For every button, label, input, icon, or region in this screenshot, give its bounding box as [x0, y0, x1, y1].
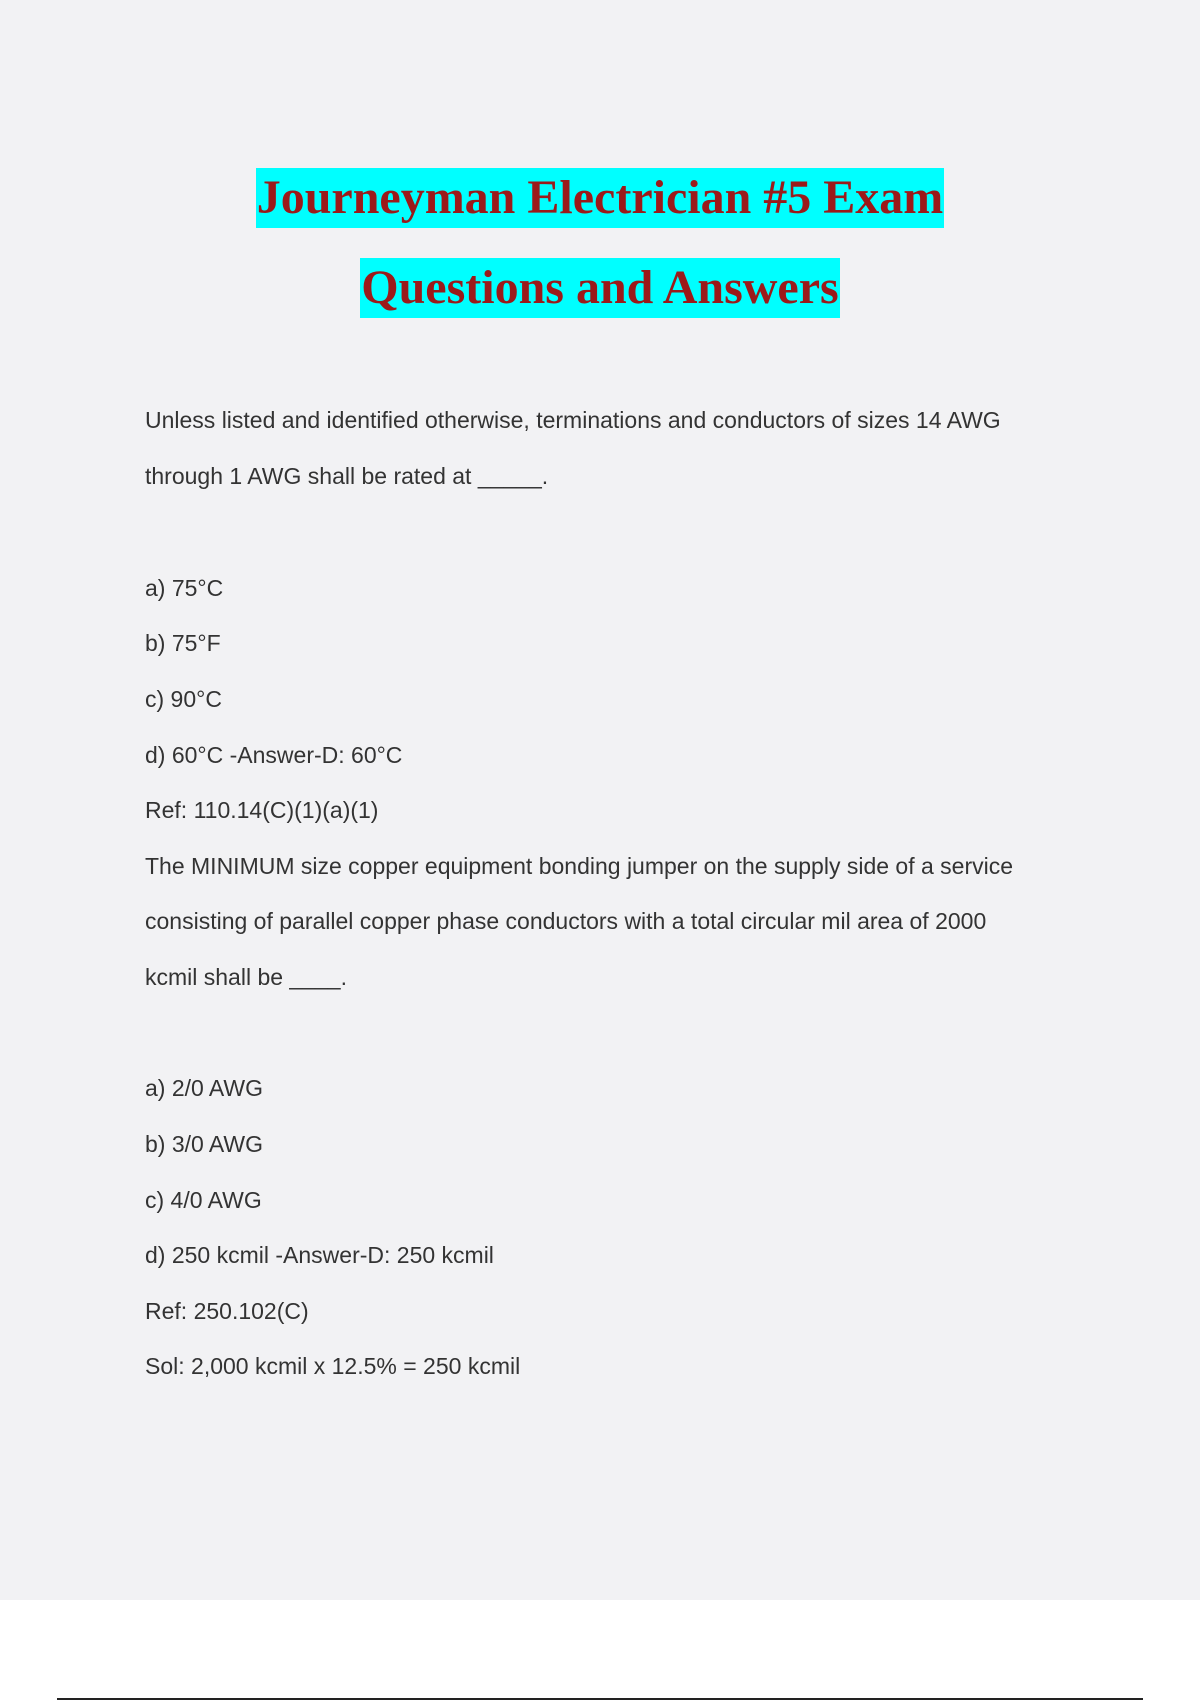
question-2-option-d-answer: d) 250 kcmil -Answer-D: 250 kcmil	[145, 1242, 494, 1268]
document-title	[0, 168, 1200, 318]
title-line-2: Questions and Answers	[360, 258, 839, 318]
question-2-option-a: a) 2/0 AWG	[145, 1075, 264, 1101]
question-1-line-2: through 1 AWG shall be rated at _____.	[145, 463, 549, 489]
question-2-option-b: b) 3/0 AWG	[145, 1131, 264, 1157]
question-2-reference: Ref: 250.102(C)	[145, 1298, 309, 1324]
question-2-line-2: consisting of parallel copper phase conductors with a total circular mil area of 2000	[145, 908, 987, 934]
question-2-option-c: c) 4/0 AWG	[145, 1187, 262, 1213]
question-1-option-c: c) 90°C	[145, 686, 222, 712]
question-1-option-d-answer: d) 60°C -Answer-D: 60°C	[145, 742, 403, 768]
question-2-line-1: The MINIMUM size copper equipment bonding jumper on the supply side of a service	[145, 853, 1014, 879]
question-2-solution: Sol: 2,000 kcmil x 12.5% = 250 kcmil	[145, 1353, 521, 1379]
title-line-1: Journeyman Electrician #5 Exam	[256, 168, 945, 228]
question-2-line-3: kcmil shall be ____.	[145, 964, 347, 990]
question-1-reference: Ref: 110.14(C)(1)(a)(1)	[145, 797, 379, 823]
question-1-option-b: b) 75°F	[145, 630, 221, 656]
question-1-option-a: a) 75°C	[145, 575, 224, 601]
question-1-line-1: Unless listed and identified otherwise, terminations and conductors of sizes 14 AWG	[145, 407, 1001, 433]
